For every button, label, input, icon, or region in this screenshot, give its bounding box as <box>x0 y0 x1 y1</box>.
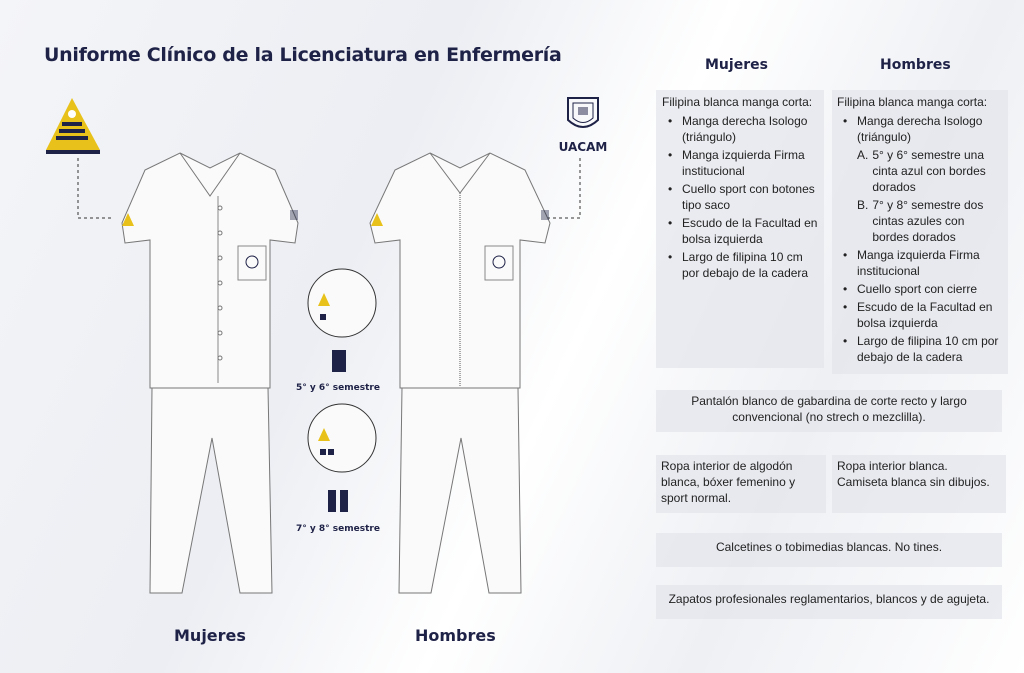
women-shirt-item: • Manga izquierda Firma institucional <box>682 147 818 179</box>
sem-5-6-label: 5° y 6° semestre <box>296 383 380 393</box>
uacam-shield-icon <box>566 96 600 134</box>
women-column-header: Mujeres <box>705 57 768 73</box>
men-shirt-item: • Cuello sport con cierre <box>857 281 1003 297</box>
socks-box <box>656 533 1002 567</box>
men-shirt-intro: Filipina blanca manga corta: <box>837 95 988 109</box>
subitem-letter: B. <box>857 198 869 212</box>
men-shirt-item: • Largo de filipina 10 cm por debajo de la cadera <box>857 333 1003 365</box>
pants-text: Pantalón blanco de gabardina de corte recto y largo convencional (no strech o mezclilla). <box>691 394 967 424</box>
underwear-women-box <box>656 455 826 513</box>
men-shirt-subitem <box>857 197 1003 245</box>
women-uniform-illustration <box>110 148 310 603</box>
women-figure-label: Mujeres <box>174 626 246 645</box>
women-shirt-item: • Escudo de la Facultad en bolsa izquierda <box>682 215 818 247</box>
women-shirt-item: • Cuello sport con botones tipo saco <box>682 181 818 213</box>
subitem-text: 7° y 8° semestre dos cintas azules con bordes dorados <box>872 198 984 244</box>
men-uniform-illustration <box>355 148 565 603</box>
uacam-logo <box>552 96 614 156</box>
sem-7-8-label: 7° y 8° semestre <box>296 524 380 534</box>
men-shirt-item <box>857 113 1003 245</box>
women-shirt-item: • Largo de filipina 10 cm por debajo de la cadera <box>682 249 818 281</box>
women-shirt-box <box>656 90 824 368</box>
page-title: Uniforme Clínico de la Licenciatura en Enfermería <box>44 44 562 66</box>
shoes-text: Zapatos profesionales reglamentarios, blancos y de agujeta. <box>668 592 990 606</box>
men-shirt-item: • Escudo de la Facultad en bolsa izquierda <box>857 299 1003 331</box>
men-shirt-subitem <box>857 147 1003 195</box>
underwear-men-text: Ropa interior blanca. Camiseta blanca sin dibujos. <box>837 459 990 489</box>
underwear-men-box <box>832 455 1006 513</box>
men-shirt-first-item: Manga derecha Isologo (triángulo) <box>857 114 983 144</box>
pants-box <box>656 390 1002 432</box>
sleeve-details <box>300 268 385 558</box>
men-shirt-box <box>832 90 1008 374</box>
uacam-text: UACAM <box>558 140 608 154</box>
subitem-text: 5° y 6° semestre una cinta azul con bordes dorados <box>872 148 986 194</box>
subitem-letter: A. <box>857 148 869 162</box>
men-shirt-item: • Manga izquierda Firma institucional <box>857 247 1003 279</box>
socks-text: Calcetines o tobimedias blancas. No tines. <box>715 540 943 554</box>
men-column-header: Hombres <box>880 57 951 73</box>
underwear-women-text: Ropa interior de algodón blanca, bóxer femenino y sport normal. <box>661 459 796 505</box>
men-figure-label: Hombres <box>415 626 496 645</box>
shoes-box <box>656 585 1002 619</box>
women-shirt-item: • Manga derecha Isologo (triángulo) <box>682 113 818 145</box>
women-shirt-intro: Filipina blanca manga corta: <box>662 95 813 109</box>
